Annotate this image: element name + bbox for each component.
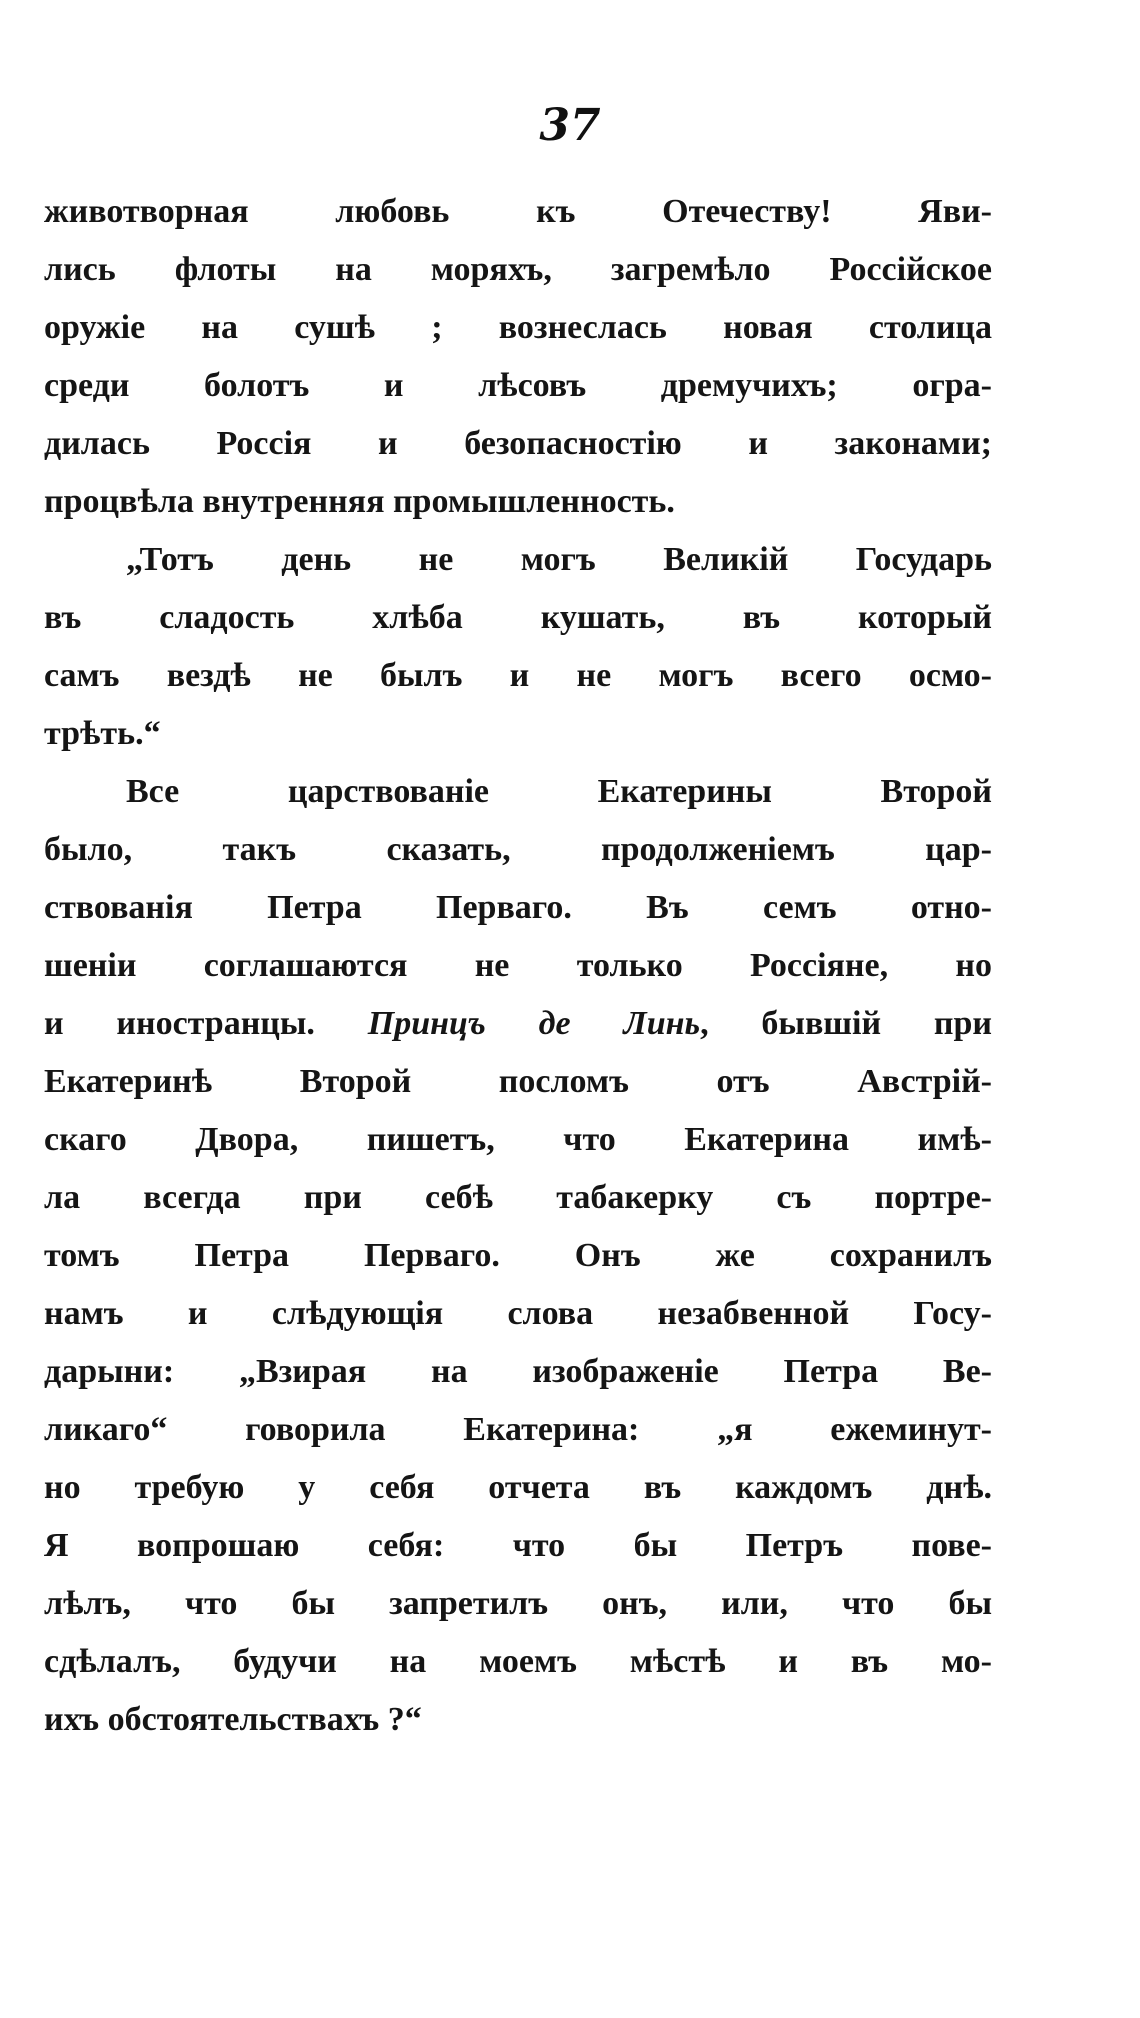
text-line: дарыни: „Взирая на изображеніе Петра Ве- — [44, 1353, 992, 1390]
text-line: Я вопрошаю себя: что бы Петръ пове- — [44, 1527, 992, 1564]
text-line: но требую у себя отчета въ каждомъ днѣ. — [44, 1469, 992, 1506]
text-line: „Тотъ день не могъ Великій Государь — [126, 541, 992, 578]
text-line: скаго Двора, пишетъ, что Екатерина имѣ- — [44, 1121, 992, 1158]
text-line: лѣлъ, что бы запретилъ онъ, или, что бы — [44, 1585, 992, 1622]
text-line: въ сладость хлѣба кушать, въ который — [44, 599, 992, 636]
text-line: было, такъ сказать, продолженіемъ цар- — [44, 831, 992, 868]
text-line-with-italic — [44, 995, 992, 1053]
text-line: среди болотъ и лѣсовъ дремучихъ; огра- — [44, 367, 992, 404]
body-text — [44, 183, 992, 1749]
text-line: трѣть.“ — [44, 715, 161, 752]
text-line: шеніи соглашаются не только Россіяне, но — [44, 947, 992, 984]
page-number: 37 — [539, 100, 601, 151]
text-line: ихъ обстоятельствахъ ?“ — [44, 1701, 422, 1738]
text-line: намъ и слѣдующія слова незабвенной Госу- — [44, 1295, 992, 1332]
text-line: животворная любовь къ Отечеству! Яви- — [44, 193, 992, 230]
text-line: ствованія Петра Перваго. Въ семъ отно- — [44, 889, 992, 926]
text-line: томъ Петра Перваго. Онъ же сохранилъ — [44, 1237, 992, 1274]
text-line: сдѣлалъ, будучи на моемъ мѣстѣ и въ мо- — [44, 1643, 992, 1680]
text-fragment: , бывшій при — [700, 1005, 992, 1042]
text-line: процвѣла внутренняя промышленность. — [44, 483, 675, 520]
text-line: лись флоты на моряхъ, загремѣло Россійское — [44, 251, 992, 288]
italic-name: Принцъ де Линь — [367, 1005, 701, 1042]
text-line: дилась Россія и безопасностію и законами; — [44, 425, 992, 462]
text-line: ла всегда при себѣ табакерку съ портре- — [44, 1179, 992, 1216]
text-line: ликаго“ говорила Екатерина: „я ежеминут- — [44, 1411, 992, 1448]
text-line: Екатеринѣ Второй посломъ отъ Австрій- — [44, 1063, 992, 1100]
text-fragment: и иностранцы. — [44, 1005, 368, 1042]
text-line: Все царствованіе Екатерины Второй — [126, 773, 992, 810]
text-line: самъ вездѣ не былъ и не могъ всего осмо- — [44, 657, 992, 694]
text-line: оружіе на сушѣ ; вознеслась новая столица — [44, 309, 992, 346]
